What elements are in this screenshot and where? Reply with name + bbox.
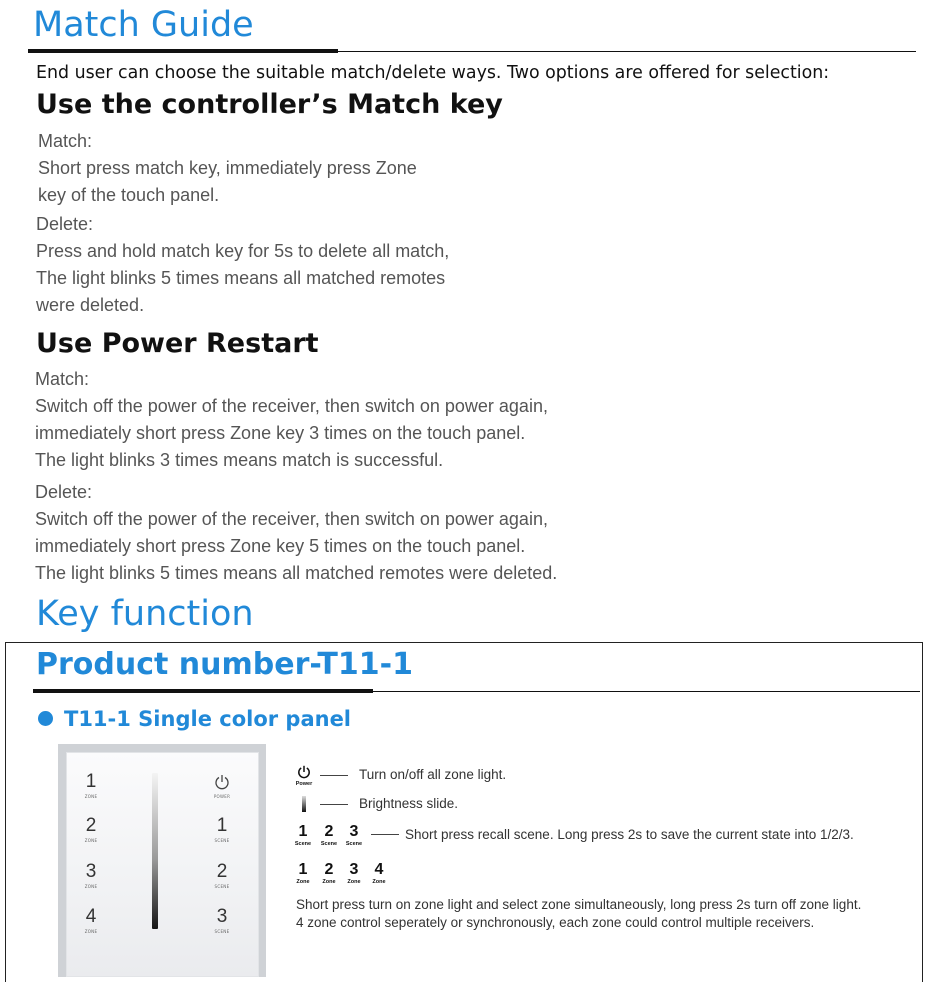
zone-caption: Zone	[322, 879, 336, 885]
title-underline-thick	[28, 49, 338, 53]
match-label: Match:	[38, 131, 93, 151]
instruction-line: The light blinks 5 times means all matched remotes were deleted.	[35, 563, 558, 583]
scene-key-3: 3	[216, 906, 228, 927]
zone-description-line: 4 zone control seperately or synchronously, each zone could control multiple receivers.	[296, 915, 815, 930]
leader-line	[320, 804, 348, 805]
instruction-line: The light blinks 5 times means all matched remotes	[36, 268, 446, 288]
zone-number-3: 3	[349, 861, 359, 878]
zone-key-label: ZONE	[84, 884, 98, 889]
delete-label: Delete:	[35, 482, 93, 502]
scene-key-label: SCENE	[214, 884, 230, 889]
instruction-line: Short press match key, immediately press Zone	[38, 158, 417, 178]
panel-name: T11-1 Single color panel	[64, 707, 352, 731]
controller-match-block	[38, 128, 417, 209]
controller-match-key-heading: Use the controller’s Match key	[36, 89, 503, 120]
product-underline-thick	[33, 689, 373, 693]
scene-key-2: 2	[216, 861, 228, 882]
key-function-title: Key function	[36, 594, 254, 634]
instruction-line: Switch off the power of the receiver, then switch on power again,	[35, 396, 548, 416]
bullet-dot-icon	[38, 711, 53, 726]
scene-caption: Scene	[320, 841, 338, 847]
zone-description-line: Short press turn on zone light and select zone simultaneously, long press 2s turn off zone light.	[296, 897, 862, 912]
instruction-line: The light blinks 3 times means match is successful.	[35, 450, 444, 470]
zone-number-2: 2	[324, 861, 334, 878]
brightness-slider-strip	[152, 773, 158, 929]
scene-key-label: SCENE	[214, 929, 230, 934]
delete-label: Delete:	[36, 214, 94, 234]
instruction-line: Switch off the power of the receiver, then switch on power again,	[35, 509, 548, 529]
zone-key-4: 4	[85, 906, 97, 927]
zone-caption: Zone	[347, 879, 361, 885]
scene-key-1: 1	[216, 815, 228, 836]
power-match-block	[35, 366, 548, 474]
title-underline-thin	[338, 51, 916, 52]
match-label: Match:	[35, 369, 90, 389]
product-underline-thin	[373, 691, 920, 692]
power-icon	[297, 765, 311, 779]
scene-caption: Scene	[345, 841, 363, 847]
zone-number-4: 4	[374, 861, 384, 878]
brightness-slider-icon	[302, 796, 306, 812]
product-number-title: Product number-T11-1	[36, 647, 413, 682]
controller-delete-block	[36, 211, 449, 319]
power-delete-block	[35, 479, 557, 587]
zone-key-label: ZONE	[84, 929, 98, 934]
scene-description: Short press recall scene. Long press 2s to save the current state into 1/2/3.	[405, 827, 854, 842]
scene-caption: Scene	[294, 841, 312, 847]
leader-line	[371, 834, 399, 835]
slider-description: Brightness slide.	[359, 796, 459, 811]
zone-caption: Zone	[296, 879, 310, 885]
instruction-line: immediately short press Zone key 5 times on the touch panel.	[35, 536, 526, 556]
zone-number-1: 1	[298, 861, 308, 878]
zone-key-label: ZONE	[84, 838, 98, 843]
instruction-line: key of the touch panel.	[38, 185, 220, 205]
power-icon	[214, 774, 230, 790]
zone-key-1: 1	[85, 771, 97, 792]
zone-caption: Zone	[372, 879, 386, 885]
zone-key-3: 3	[85, 861, 97, 882]
instruction-line: Press and hold match key for 5s to delete all match,	[36, 241, 450, 261]
instruction-line: were deleted.	[36, 295, 145, 315]
power-caption: Power	[295, 781, 313, 787]
power-key-label: POWER	[213, 794, 231, 799]
scene-number-1: 1	[298, 823, 308, 840]
instruction-line: immediately short press Zone key 3 times on the touch panel.	[35, 423, 526, 443]
scene-number-2: 2	[324, 823, 334, 840]
leader-line	[320, 775, 348, 776]
scene-number-3: 3	[349, 823, 359, 840]
power-restart-heading: Use Power Restart	[36, 328, 319, 359]
zone-key-label: ZONE	[84, 794, 98, 799]
power-description: Turn on/off all zone light.	[359, 767, 507, 782]
zone-key-2: 2	[85, 815, 97, 836]
match-guide-title: Match Guide	[33, 5, 254, 45]
intro-text: End user can choose the suitable match/delete ways. Two options are offered for selection:	[36, 63, 830, 83]
scene-key-label: SCENE	[214, 838, 230, 843]
